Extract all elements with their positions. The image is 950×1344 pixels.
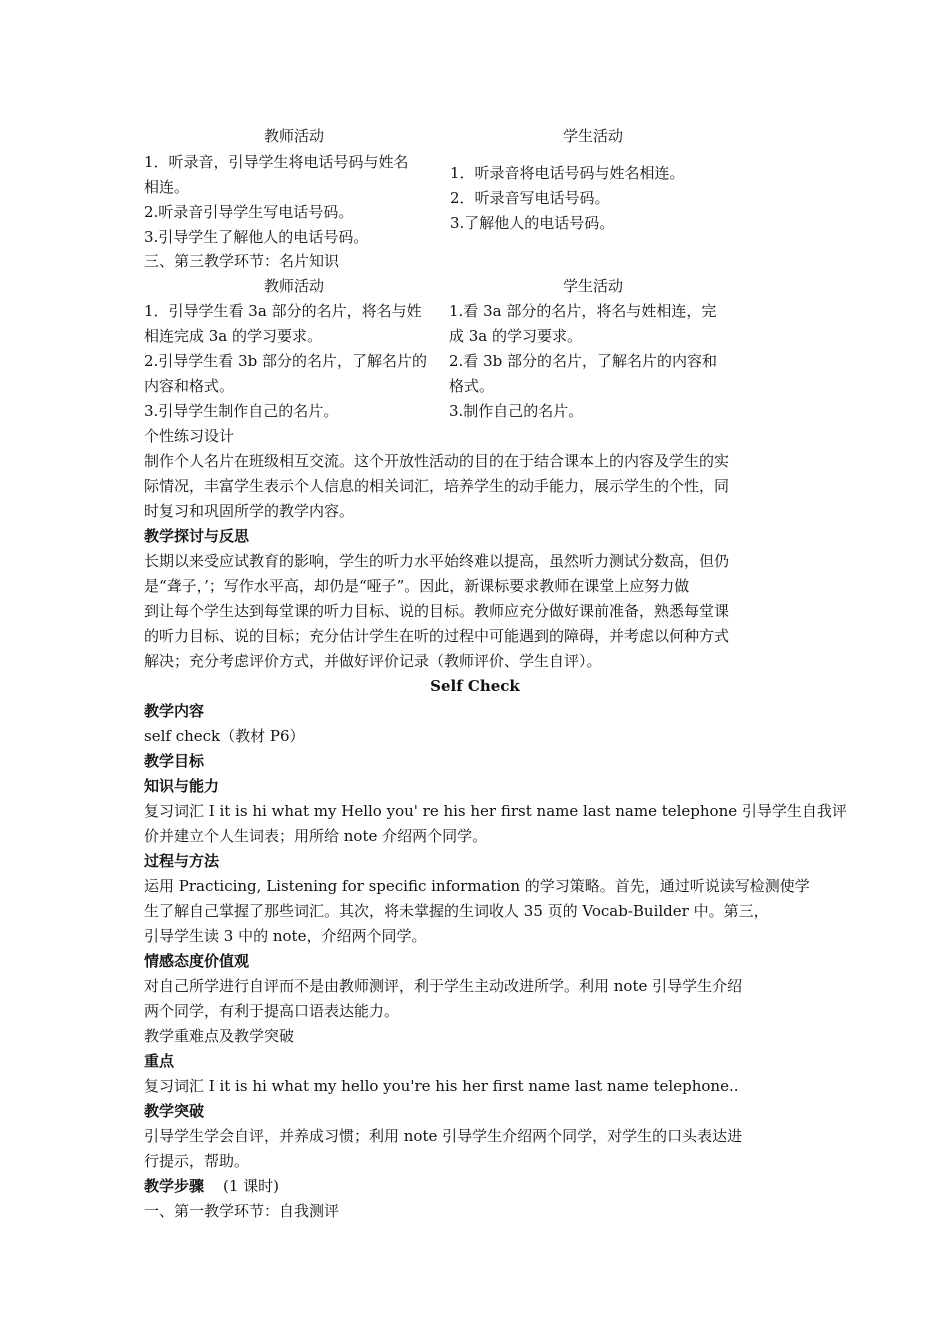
process-line: 生了解自己掌握了那些词汇。其次，将未掌握的生词收人 35 页的 Vocab-Builder 中。第三， — [144, 902, 769, 920]
steps-heading: 教学步骤 — [144, 1177, 205, 1195]
table1-teacher-cell — [144, 150, 409, 250]
keypoints-heading: 教学重难点及教学突破 — [144, 1027, 295, 1045]
goal-heading: 教学目标 — [144, 752, 205, 770]
table2-teacher-cell — [144, 299, 427, 424]
reflection-heading: 教学探讨与反思 — [144, 527, 250, 545]
content-text: self check（教材 P6） — [144, 727, 305, 745]
table2-student-line: 格式。 — [449, 377, 495, 395]
table2-student-header: 学生活动 — [563, 277, 624, 295]
table1-student-cell — [450, 161, 685, 236]
emotion-line: 对自己所学进行自评而不是由教师测评，利于学生主动改进所学。利用 note 引导学生介绍 — [144, 977, 743, 995]
table1-student-line: 3.了解他人的电话号码。 — [450, 214, 615, 232]
table1-student-header: 学生活动 — [563, 127, 624, 145]
table1-student-line: 1．听录音将电话号码与姓名相连。 — [450, 164, 685, 182]
process-line: 运用 Practicing, Listening for specific information 的学习策略。首先，通过听说读写检测使学 — [144, 877, 810, 895]
table1-teacher-line: 2.听录音引导学生写电话号码。 — [144, 203, 354, 221]
table2-teacher-line: 2.引导学生看 3b 部分的名片，了解名片的 — [144, 352, 427, 370]
content-heading: 教学内容 — [144, 702, 205, 720]
reflection-line: 解决；充分考虑评价方式，并做好评价记录（教师评价、学生自评）。 — [144, 652, 602, 670]
table2-teacher-line: 1．引导学生看 3a 部分的名片，将名与姓 — [144, 302, 422, 320]
table2-student-line: 2.看 3b 部分的名片，了解名片的内容和 — [449, 352, 717, 370]
steps-row — [144, 1174, 847, 1199]
table1-student-line: 2．听录音写电话号码。 — [450, 189, 610, 207]
breakthrough-heading: 教学突破 — [144, 1102, 205, 1120]
process-line: 引导学生读 3 中的 note，介绍两个同学。 — [144, 927, 427, 945]
section3-title: 三、第三教学环节：名片知识 — [144, 252, 340, 270]
reflection-line: 的听力目标、说的目标；充分估计学生在听的过程中可能遇到的障碍，并考虑以何种方式 — [144, 627, 730, 645]
table1-teacher-header: 教师活动 — [264, 127, 325, 145]
main-body — [144, 424, 847, 1224]
reflection-line: 长期以来受应试教育的影响，学生的听力水平始终难以提高，虽然听力测试分数高，但仍 — [144, 552, 730, 570]
table2-teacher-line: 相连完成 3a 的学习要求。 — [144, 327, 323, 345]
knowledge-line: 复习词汇 I it is hi what my Hello you' re his her first name last name telephone 引导学生自我评 — [144, 802, 847, 820]
table2-student-cell — [449, 299, 717, 424]
practice-title: 个性练习设计 — [144, 427, 235, 445]
reflection-line: 到让每个学生达到每堂课的听力目标、说的目标。教师应充分做好课前准备，熟悉每堂课 — [144, 602, 730, 620]
table2-student-line: 1.看 3a 部分的名片，将名与姓相连，完 — [449, 302, 717, 320]
practice-line: 时复习和巩固所学的教学内容。 — [144, 502, 355, 520]
table2-student-line: 成 3a 的学习要求。 — [449, 327, 583, 345]
selfcheck-heading: Self Check — [430, 677, 520, 695]
table2-student-line: 3.制作自己的名片。 — [449, 402, 584, 420]
breakthrough-line: 引导学生学会自评，并养成习惯；利用 note 引导学生介绍两个同学，对学生的口头表达进 — [144, 1127, 743, 1145]
process-heading: 过程与方法 — [144, 852, 220, 870]
emotion-line: 两个同学，有利于提高口语表达能力。 — [144, 1002, 400, 1020]
table2-teacher-line: 内容和格式。 — [144, 377, 235, 395]
table2-teacher-header: 教师活动 — [264, 277, 325, 295]
reflection-line: 是“聋子，’；写作水平高，却仍是“哑子”。因此，新课标要求教师在课堂上应努力做 — [144, 577, 690, 595]
steps-note: (1 课时) — [223, 1177, 280, 1195]
knowledge-heading: 知识与能力 — [144, 777, 220, 795]
focus-text: 复习词汇 I it is hi what my hello you're his her first name last name telephone.. — [144, 1077, 739, 1095]
table1-teacher-line: 相连。 — [144, 178, 190, 196]
table1-teacher-line: 1．听录音，引导学生将电话号码与姓名 — [144, 153, 409, 171]
step1-title: 一、第一教学环节：自我测评 — [144, 1202, 340, 1220]
practice-line: 制作个人名片在班级相互交流。这个开放性活动的目的在于结合课本上的内容及学生的实 — [144, 452, 730, 470]
breakthrough-line: 行提示，帮助。 — [144, 1152, 250, 1170]
table2-teacher-line: 3.引导学生制作自己的名片。 — [144, 402, 339, 420]
practice-line: 际情况，丰富学生表示个人信息的相关词汇，培养学生的动手能力，展示学生的个性，同 — [144, 477, 730, 495]
knowledge-line: 价并建立个人生词表；用所给 note 介绍两个同学。 — [144, 827, 488, 845]
focus-heading: 重点 — [144, 1052, 175, 1070]
emotion-heading: 情感态度价值观 — [144, 952, 250, 970]
table1-teacher-line: 3.引导学生了解他人的电话号码。 — [144, 228, 369, 246]
